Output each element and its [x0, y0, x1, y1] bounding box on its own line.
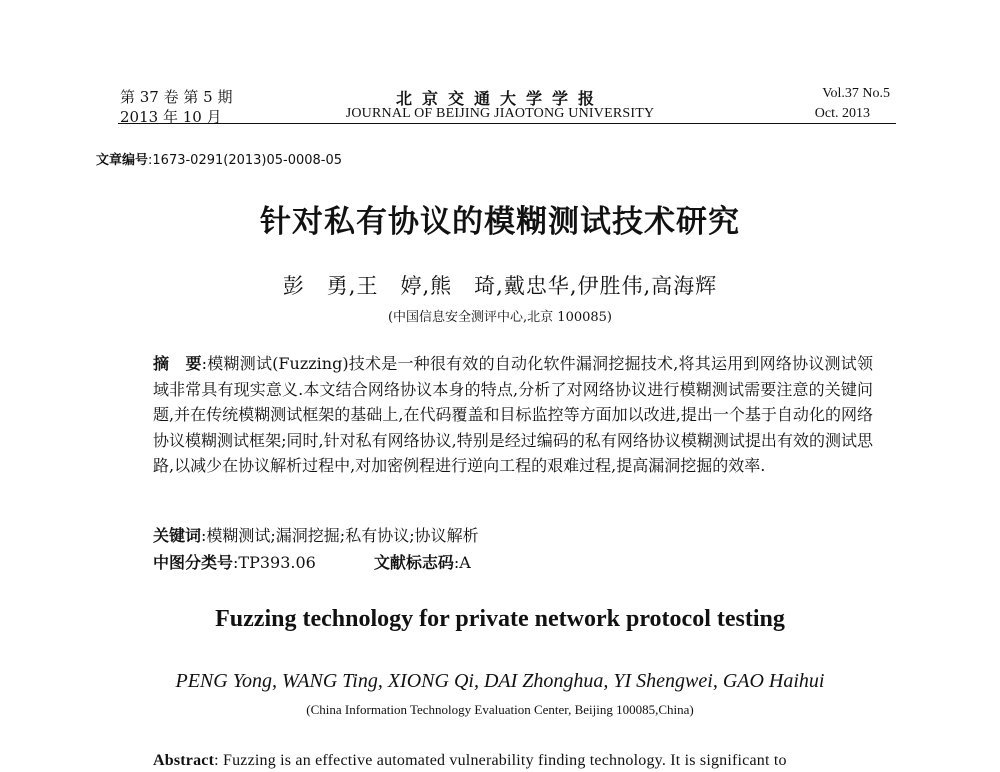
article-number-value: :1673-0291(2013)05-0008-05: [148, 153, 343, 168]
classification-line: [153, 550, 471, 573]
doc-code-label: 文献标志码: [373, 553, 454, 572]
abstract-cn-text: :模糊测试(Fuzzing)技术是一种很有效的自动化软件漏洞挖掘技术,将其运用到网络协议测试领域非常具有现实意义.本文结合网络协议本身的特点,分析了对网络协议进行模糊测试需要注意的关键问题,并在传统模糊测试框架的基础上,在代码覆盖和目标监控等方面加以改进,提出一个基于自动化的网络协议模糊测试框架;同时,针对私有网络协议,特别是经过编码的私有网络协议模糊测试提出有效的测试思路,以减少在协议解析过程中,对加密例程进行逆向工程的艰难过程,提高漏洞挖掘的效率.: [153, 354, 873, 476]
article-number-label: 文章编号: [96, 153, 149, 168]
abstract-en-label: Abstract: [153, 752, 215, 769]
paper-title-cn: 针对私有协议的模糊测试技术研究: [260, 204, 740, 240]
keywords-label: 关键词: [153, 526, 202, 545]
clc-label: 中图分类号: [153, 553, 234, 572]
article-number: [96, 149, 342, 168]
abstract-cn: [153, 351, 873, 479]
authors-en: PENG Yong, WANG Ting, XIONG Qi, DAI Zhonghua, YI Shengwei, GAO Haihui: [175, 670, 825, 692]
affiliation-en: (China Information Technology Evaluation Center, Beijing 100085,China): [306, 702, 694, 717]
header-journal-en: JOURNAL OF BEIJING JIAOTONG UNIVERSITY: [345, 106, 655, 121]
affiliation-cn: (中国信息安全测评中心,北京 100085): [387, 310, 613, 325]
abstract-en-text: : Fuzzing is an effective automated vulnerability finding technology. It is significant to: [214, 752, 787, 769]
header-rule: [118, 123, 896, 124]
authors-cn: 彭 勇,王 婷,熊 琦,戴忠华,伊胜伟,高海辉: [282, 274, 718, 298]
keywords-cn: [153, 523, 479, 546]
header-journal-cn: 北京交通大学学报: [395, 89, 604, 108]
header-date-en: Oct. 2013: [814, 106, 870, 121]
header-date-cn: 2013 年 10 月: [120, 108, 222, 126]
doc-code-value: :A: [453, 553, 471, 572]
header-volume-en: Vol.37 No.5: [822, 86, 890, 101]
keywords-text: :模糊测试;漏洞挖掘;私有协议;协议解析: [201, 526, 479, 545]
clc-value: :TP393.06: [233, 553, 316, 572]
paper-title-en: Fuzzing technology for private network protocol testing: [215, 606, 785, 632]
header-volume-cn: 第 37 卷 第 5 期: [120, 88, 233, 106]
abstract-cn-label: 摘 要: [153, 354, 202, 373]
abstract-en: [153, 752, 787, 770]
